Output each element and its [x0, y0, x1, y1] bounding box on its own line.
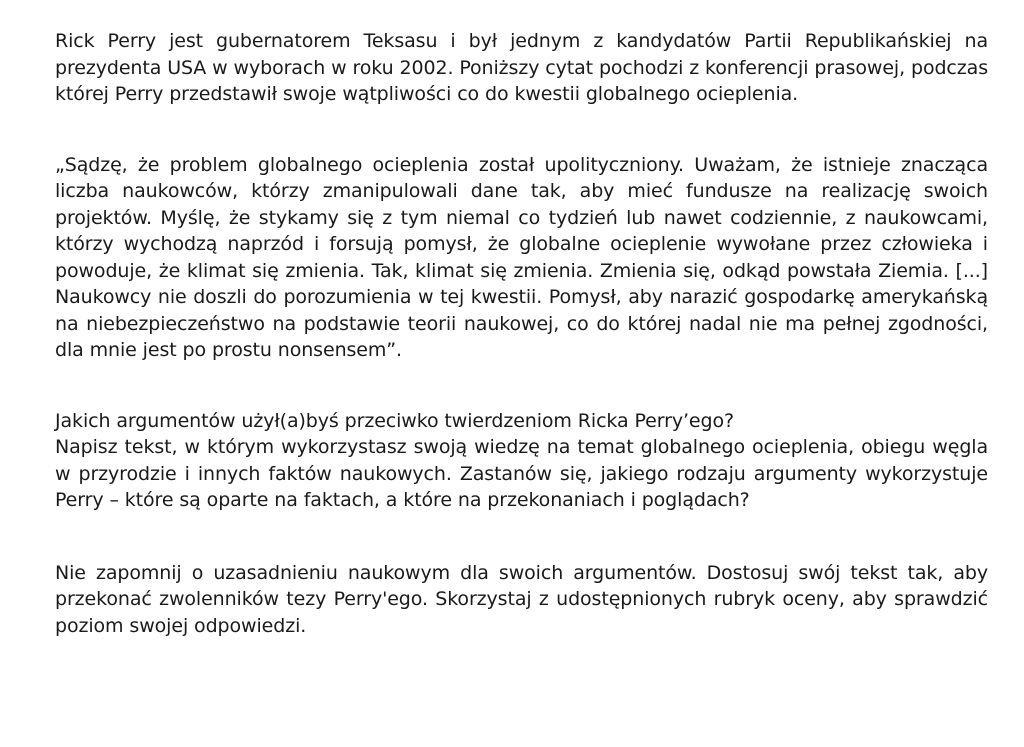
- perry-quote-paragraph: „Sądzę, że problem globalnego ocieplenia został upolityczniony. Uważam, że istnieje znacząca liczba naukowców, którzy zmanipulowali dane tak, aby mieć fundusze na realizację swoich projektów. Myślę, że stykamy się z tym niemal co tydzień lub nawet codziennie, z naukowcami, którzy wychodzą naprzód i forsują pomysł, że globalne ocieplenie wywołane przez człowieka i powoduje, że klimat się zmienia. Tak, klimat się zmienia. Zmienia się, odkąd powstała Ziemia. [...] Naukowcy nie doszli do porozumienia w tej kwestii. Pomysł, aby narazić gospodarkę amerykańską na niebezpieczeństwo na podstawie teorii naukowej, co do której nadal nie ma pełnej zgodności, dla mnie jest po prostu nonsensem”.: [55, 153, 988, 361]
- document-page: [55, 28, 988, 639]
- note-paragraph: Nie zapomnij o uzasadnieniu naukowym dla swoich argumentów. Dostosuj swój tekst tak, aby przekonać zwolenników tezy Perry'ego. Skorzystaj z udostępnionych rubryk oceny, aby sprawdzić poziom swojej odpowiedzi.: [55, 561, 988, 637]
- task-paragraph: Napisz tekst, w którym wykorzystasz swoją wiedzę na temat globalnego ocieplenia, obiegu węgla w przyrodzie i innych faktów naukowych. Zastanów się, jakiego rodzaju argumenty wykorzystuje Perry – które są oparte na faktach, a które na przekonaniach i poglądach?: [55, 436, 988, 511]
- question-line: Jakich argumentów użył(a)byś przeciwko twierdzeniom Ricka Perry’ego?: [55, 409, 734, 432]
- intro-paragraph: Rick Perry jest gubernatorem Teksasu i był jednym z kandydatów Partii Republikańskiej na prezydenta USA w wyborach w roku 2002. Poniższy cytat pochodzi z konferencji prasowej, podczas której Perry przedstawił swoje wątpliwości co do kwestii globalnego ocieplenia.: [55, 30, 988, 105]
